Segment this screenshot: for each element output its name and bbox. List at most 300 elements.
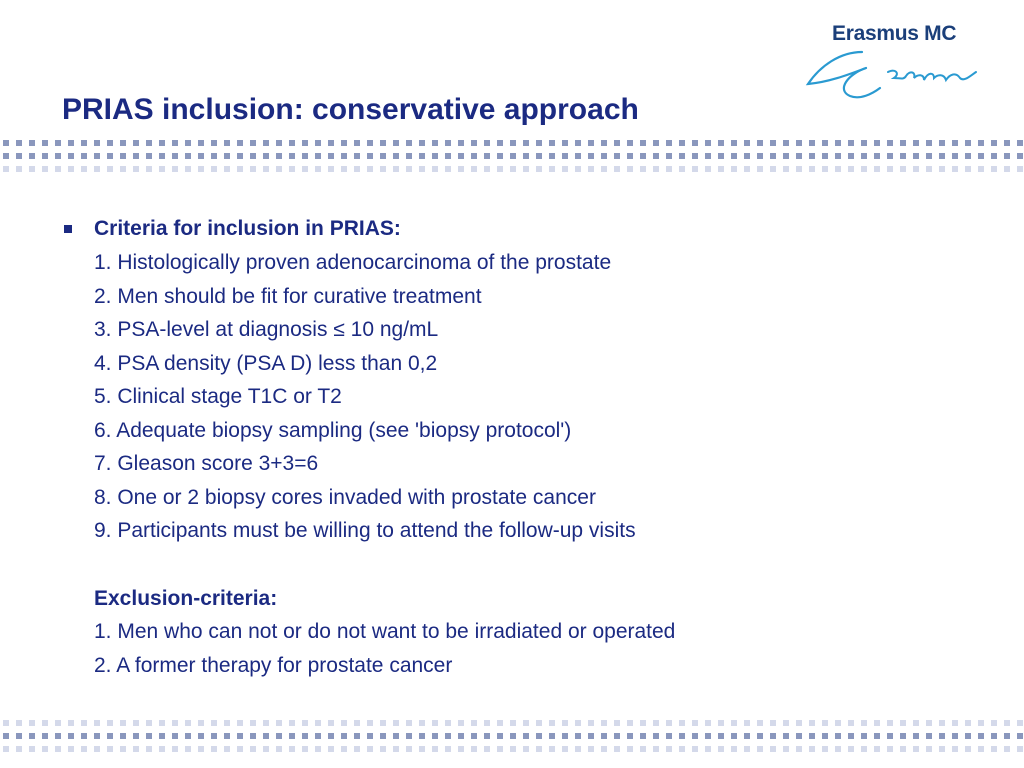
divider-dot <box>432 153 438 159</box>
divider-dot <box>601 166 607 172</box>
divider-dot <box>965 733 971 739</box>
divider-dot <box>406 140 412 146</box>
divider-dot <box>497 733 503 739</box>
divider-dot <box>575 166 581 172</box>
divider-dot <box>978 166 984 172</box>
divider-dot <box>146 140 152 146</box>
divider-dot <box>341 140 347 146</box>
divider-dot <box>484 733 490 739</box>
divider-dot <box>419 140 425 146</box>
divider-dot <box>81 153 87 159</box>
divider-dot <box>328 733 334 739</box>
divider-dot <box>575 746 581 752</box>
divider-dot <box>809 720 815 726</box>
divider-dot <box>250 166 256 172</box>
divider-dot <box>627 720 633 726</box>
divider-dot <box>848 140 854 146</box>
divider-dot <box>536 733 542 739</box>
divider-dot <box>991 720 997 726</box>
divider-dot <box>432 720 438 726</box>
divider-dot <box>445 166 451 172</box>
divider-dot <box>640 153 646 159</box>
divider-dot <box>94 140 100 146</box>
divider-dot <box>471 166 477 172</box>
divider-dot <box>965 720 971 726</box>
divider-dot <box>55 733 61 739</box>
divider-dot <box>588 733 594 739</box>
divider-dot <box>94 746 100 752</box>
divider-dot <box>900 166 906 172</box>
divider-dot <box>627 733 633 739</box>
divider-dot <box>796 733 802 739</box>
divider-dot <box>263 166 269 172</box>
inclusion-item: 2. Men should be fit for curative treatment <box>94 284 482 308</box>
divider-dot <box>562 153 568 159</box>
divider-dot <box>705 166 711 172</box>
square-bullet-icon <box>64 225 72 233</box>
divider-dot <box>172 733 178 739</box>
divider-dot <box>276 733 282 739</box>
divider-dot <box>965 153 971 159</box>
divider-dot <box>679 746 685 752</box>
divider-dot <box>887 166 893 172</box>
divider-dot <box>835 733 841 739</box>
divider-dot <box>783 720 789 726</box>
inclusion-heading: Criteria for inclusion in PRIAS: <box>94 217 401 240</box>
inclusion-bullet <box>62 212 1002 246</box>
divider-dot <box>42 733 48 739</box>
divider-dot <box>406 153 412 159</box>
divider-dot <box>861 153 867 159</box>
divider-dot <box>107 733 113 739</box>
divider-dot <box>133 733 139 739</box>
divider-dot <box>133 153 139 159</box>
divider-dot <box>835 720 841 726</box>
divider-dot <box>354 746 360 752</box>
divider-dot <box>536 153 542 159</box>
divider-dot <box>406 166 412 172</box>
divider-dot <box>81 733 87 739</box>
divider-dot <box>315 166 321 172</box>
divider-dot <box>1004 153 1010 159</box>
divider-dot <box>783 140 789 146</box>
divider-dot <box>614 153 620 159</box>
divider-dot <box>731 733 737 739</box>
divider-dot <box>133 166 139 172</box>
erasmus-mc-logo <box>800 18 1000 98</box>
divider-dot <box>1004 166 1010 172</box>
divider-dot <box>510 733 516 739</box>
divider-dot <box>588 153 594 159</box>
divider-dot <box>861 140 867 146</box>
inclusion-item: 6. Adequate biopsy sampling (see 'biopsy protocol') <box>94 418 572 442</box>
divider-dot <box>471 733 477 739</box>
exclusion-item: 1. Men who can not or do not want to be irradiated or operated <box>94 620 676 643</box>
divider-dot <box>874 153 880 159</box>
divider-dot <box>185 746 191 752</box>
divider-dot <box>627 166 633 172</box>
divider-dot <box>562 140 568 146</box>
divider-dot <box>328 153 334 159</box>
divider-dot <box>718 166 724 172</box>
divider-dot <box>653 720 659 726</box>
divider-dot <box>640 140 646 146</box>
divider-dot <box>926 140 932 146</box>
divider-dot <box>627 153 633 159</box>
divider-dot <box>952 153 958 159</box>
divider-dot <box>120 746 126 752</box>
divider-dot <box>315 720 321 726</box>
divider-dot <box>510 153 516 159</box>
divider-dot <box>887 140 893 146</box>
divider-dot <box>523 140 529 146</box>
divider-dot <box>224 733 230 739</box>
divider-dot <box>562 746 568 752</box>
divider-dot <box>458 746 464 752</box>
divider-dot <box>224 153 230 159</box>
divider-dot <box>965 166 971 172</box>
divider-dot <box>393 166 399 172</box>
divider-dot <box>94 720 100 726</box>
divider-dot <box>29 746 35 752</box>
divider-dot <box>692 720 698 726</box>
divider-dot <box>289 720 295 726</box>
divider-dot <box>705 720 711 726</box>
divider-dot <box>575 153 581 159</box>
inclusion-item: 8. One or 2 biopsy cores invaded with prostate cancer <box>94 485 596 509</box>
divider-dot <box>562 733 568 739</box>
divider-dot <box>549 153 555 159</box>
divider-dot <box>744 733 750 739</box>
divider-dot <box>42 720 48 726</box>
divider-dot <box>614 720 620 726</box>
divider-dot <box>510 746 516 752</box>
exclusion-heading: Exclusion-criteria: <box>94 586 278 610</box>
divider-dot <box>887 153 893 159</box>
divider-dot <box>263 720 269 726</box>
divider-dot <box>315 153 321 159</box>
divider-dot <box>770 153 776 159</box>
divider-dot <box>770 720 776 726</box>
divider-dot <box>1017 140 1023 146</box>
divider-dot <box>783 166 789 172</box>
divider-dot <box>809 140 815 146</box>
divider-dot <box>874 140 880 146</box>
divider-dot <box>718 746 724 752</box>
divider-dot <box>224 746 230 752</box>
divider-dot <box>510 720 516 726</box>
divider-dot <box>978 733 984 739</box>
divider-dot <box>224 166 230 172</box>
divider-dot <box>3 140 9 146</box>
divider-dot <box>614 746 620 752</box>
divider-dot <box>354 720 360 726</box>
divider-dot <box>16 153 22 159</box>
divider-dot <box>237 746 243 752</box>
divider-dot <box>1004 746 1010 752</box>
divider-dot <box>302 166 308 172</box>
divider-dot <box>237 733 243 739</box>
divider-dot <box>393 153 399 159</box>
divider-dot <box>211 720 217 726</box>
divider-dot <box>627 140 633 146</box>
divider-dot <box>939 733 945 739</box>
divider-dot <box>458 153 464 159</box>
divider-dot <box>3 746 9 752</box>
divider-dot <box>263 746 269 752</box>
divider-dot <box>419 153 425 159</box>
divider-dot <box>55 166 61 172</box>
divider-dot <box>224 720 230 726</box>
divider-dot <box>653 733 659 739</box>
divider-dot <box>692 153 698 159</box>
divider-dot <box>55 720 61 726</box>
divider-dot <box>445 720 451 726</box>
divider-dot <box>549 140 555 146</box>
divider-dot <box>939 746 945 752</box>
divider-dot <box>978 140 984 146</box>
divider-dot <box>796 166 802 172</box>
divider-dot <box>705 153 711 159</box>
divider-dot <box>3 153 9 159</box>
divider-dot <box>796 153 802 159</box>
divider-dot <box>562 166 568 172</box>
divider-dot <box>68 720 74 726</box>
divider-dot <box>393 746 399 752</box>
dotted-divider-top <box>0 139 1024 173</box>
divider-dot <box>107 166 113 172</box>
divider-dot <box>471 153 477 159</box>
divider-dot <box>549 733 555 739</box>
divider-dot <box>497 140 503 146</box>
divider-dot <box>380 140 386 146</box>
divider-dot <box>341 746 347 752</box>
divider-dot <box>198 746 204 752</box>
divider-dot <box>952 166 958 172</box>
divider-dot <box>848 720 854 726</box>
divider-dot <box>68 153 74 159</box>
divider-dot <box>705 733 711 739</box>
divider-dot <box>757 720 763 726</box>
divider-dot <box>757 166 763 172</box>
divider-dot <box>185 166 191 172</box>
divider-dot <box>237 166 243 172</box>
divider-dot <box>94 166 100 172</box>
inclusion-item: 3. PSA-level at diagnosis ≤ 10 ng/mL <box>94 318 439 341</box>
divider-dot <box>887 720 893 726</box>
divider-dot <box>861 733 867 739</box>
divider-dot <box>653 746 659 752</box>
divider-dot <box>42 166 48 172</box>
divider-dot <box>601 153 607 159</box>
divider-dot <box>926 746 932 752</box>
divider-dot <box>861 166 867 172</box>
divider-dot <box>16 733 22 739</box>
divider-dot <box>497 153 503 159</box>
divider-dot <box>159 166 165 172</box>
divider-dot <box>55 746 61 752</box>
divider-dot <box>133 720 139 726</box>
divider-dot <box>94 733 100 739</box>
divider-dot <box>705 140 711 146</box>
divider-dot <box>575 720 581 726</box>
divider-dot <box>575 140 581 146</box>
divider-dot <box>354 733 360 739</box>
divider-dot <box>666 733 672 739</box>
divider-dot <box>913 153 919 159</box>
divider-dot <box>328 140 334 146</box>
divider-dot <box>640 166 646 172</box>
divider-dot <box>146 720 152 726</box>
divider-dot <box>3 733 9 739</box>
divider-dot <box>588 746 594 752</box>
divider-dot <box>978 746 984 752</box>
divider-dot <box>432 746 438 752</box>
divider-dot <box>29 166 35 172</box>
divider-dot <box>81 720 87 726</box>
divider-dot <box>588 140 594 146</box>
divider-dot <box>770 746 776 752</box>
divider-dot <box>328 166 334 172</box>
divider-dot <box>276 746 282 752</box>
divider-dot <box>887 733 893 739</box>
divider-dot <box>406 733 412 739</box>
divider-dot <box>471 720 477 726</box>
divider-dot <box>497 166 503 172</box>
divider-dot <box>367 153 373 159</box>
divider-dot <box>926 153 932 159</box>
divider-dot <box>315 140 321 146</box>
divider-dot <box>575 733 581 739</box>
divider-dot <box>354 153 360 159</box>
divider-dot <box>68 140 74 146</box>
divider-dot <box>1017 733 1023 739</box>
divider-dot <box>1004 720 1010 726</box>
divider-dot <box>692 746 698 752</box>
divider-dot <box>640 733 646 739</box>
logo-text: Erasmus MC <box>832 22 957 45</box>
divider-dot <box>601 140 607 146</box>
divider-dot <box>198 140 204 146</box>
divider-dot <box>978 153 984 159</box>
divider-dot <box>458 166 464 172</box>
divider-dot <box>263 153 269 159</box>
divider-dot <box>120 140 126 146</box>
divider-dot <box>341 166 347 172</box>
divider-dot <box>848 746 854 752</box>
divider-dot <box>1017 166 1023 172</box>
divider-dot <box>718 733 724 739</box>
divider-dot <box>302 720 308 726</box>
divider-dot <box>523 166 529 172</box>
divider-dot <box>471 140 477 146</box>
divider-dot <box>263 140 269 146</box>
divider-dot <box>380 733 386 739</box>
divider-dot <box>55 153 61 159</box>
divider-dot <box>601 720 607 726</box>
divider-dot <box>692 733 698 739</box>
divider-dot <box>211 153 217 159</box>
divider-dot <box>237 140 243 146</box>
divider-dot <box>861 720 867 726</box>
divider-dot <box>588 720 594 726</box>
divider-dot <box>367 166 373 172</box>
divider-dot <box>848 166 854 172</box>
divider-dot <box>510 166 516 172</box>
divider-dot <box>250 720 256 726</box>
divider-dot <box>991 166 997 172</box>
divider-dot <box>354 166 360 172</box>
divider-dot <box>900 140 906 146</box>
divider-dot <box>172 153 178 159</box>
divider-dot <box>874 746 880 752</box>
divider-dot <box>744 166 750 172</box>
divider-dot <box>250 153 256 159</box>
divider-dot <box>198 720 204 726</box>
divider-dot <box>224 140 230 146</box>
divider-dot <box>991 153 997 159</box>
divider-dot <box>601 733 607 739</box>
divider-dot <box>757 733 763 739</box>
divider-dot <box>120 720 126 726</box>
divider-dot <box>484 746 490 752</box>
divider-dot <box>666 720 672 726</box>
divider-dot <box>107 720 113 726</box>
divider-dot <box>718 153 724 159</box>
divider-dot <box>68 746 74 752</box>
divider-dot <box>1004 733 1010 739</box>
divider-dot <box>822 733 828 739</box>
divider-dot <box>107 140 113 146</box>
divider-dot <box>770 140 776 146</box>
divider-dot <box>926 720 932 726</box>
divider-dot <box>679 140 685 146</box>
divider-dot <box>757 746 763 752</box>
divider-dot <box>42 153 48 159</box>
divider-dot <box>939 720 945 726</box>
divider-dot <box>978 720 984 726</box>
divider-dot <box>835 140 841 146</box>
divider-dot <box>1017 720 1023 726</box>
divider-dot <box>679 153 685 159</box>
divider-dot <box>172 746 178 752</box>
divider-dot <box>419 720 425 726</box>
divider-dot <box>29 153 35 159</box>
divider-dot <box>939 166 945 172</box>
divider-dot <box>900 720 906 726</box>
divider-dot <box>614 140 620 146</box>
divider-dot <box>289 733 295 739</box>
divider-dot <box>198 733 204 739</box>
divider-dot <box>679 166 685 172</box>
divider-dot <box>289 746 295 752</box>
divider-dot <box>874 166 880 172</box>
divider-dot <box>497 746 503 752</box>
divider-dot <box>185 140 191 146</box>
divider-dot <box>367 720 373 726</box>
divider-dot <box>276 140 282 146</box>
divider-dot <box>783 153 789 159</box>
divider-dot <box>757 153 763 159</box>
divider-dot <box>419 733 425 739</box>
divider-dot <box>757 140 763 146</box>
divider-dot <box>16 746 22 752</box>
divider-dot <box>432 733 438 739</box>
divider-dot <box>796 140 802 146</box>
divider-dot <box>29 733 35 739</box>
divider-dot <box>250 746 256 752</box>
divider-dot <box>731 140 737 146</box>
